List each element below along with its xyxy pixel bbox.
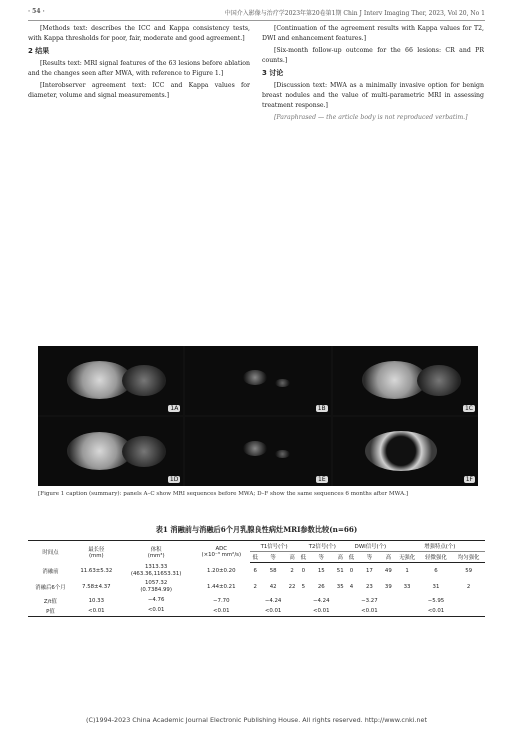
sub-header-equal: 等 bbox=[357, 552, 383, 563]
cell-enh-count: 31 bbox=[432, 584, 440, 591]
cell-t1-count: 2 bbox=[253, 584, 257, 591]
cell-dwi-count bbox=[382, 606, 394, 617]
cell-t2-count: <0.01 bbox=[308, 606, 334, 617]
omission-note: [Paraphrased — the article body is not reproduced verbatim.] bbox=[274, 114, 468, 122]
cell-dwi-count bbox=[346, 596, 356, 606]
panel-label: 1B bbox=[317, 405, 326, 412]
section-heading-results: 2 结果 bbox=[28, 47, 50, 56]
sub-header-high: 高 bbox=[286, 552, 298, 563]
group-header-t1: T1信号(个) bbox=[250, 541, 298, 552]
cell-enh-count: 59 bbox=[465, 568, 473, 575]
cell-enh-count bbox=[452, 596, 485, 606]
cell-t1-count: 6 bbox=[253, 568, 257, 575]
cell-time: Z/t值 bbox=[43, 598, 57, 605]
cell-t1-count: 22 bbox=[288, 584, 296, 591]
panel-label: 1E bbox=[318, 476, 326, 483]
sub-header-high: 高 bbox=[382, 552, 394, 563]
cell-enh-count bbox=[394, 596, 419, 606]
cell-time: P值 bbox=[28, 606, 73, 617]
cell-t2-count bbox=[298, 606, 308, 617]
cell-enh-count: <0.01 bbox=[420, 606, 453, 617]
cell-t2-count: 35 bbox=[336, 584, 344, 591]
cell-time: 消融后6个月 bbox=[35, 585, 66, 592]
figure-panel bbox=[38, 346, 183, 415]
cell-t2-count: 5 bbox=[301, 584, 306, 591]
cell-t2-count: 26 bbox=[317, 584, 325, 591]
mri-parameter-table bbox=[28, 540, 485, 617]
cell-t1-count: −4.24 bbox=[264, 597, 282, 604]
sub-header-uniform: 均匀强化 bbox=[452, 552, 485, 563]
figure-panel bbox=[185, 346, 330, 415]
copyright-footer: (C)1994-2023 China Academic Journal Electronic Publishing House. All rights reserved. http://www.cnki.net bbox=[85, 716, 427, 724]
lesion-shape bbox=[417, 365, 461, 396]
col-header-time: 时间点 bbox=[28, 541, 73, 563]
cell-dwi-count: 39 bbox=[384, 584, 392, 591]
lesion-shape bbox=[122, 436, 166, 467]
cell-time: 消融前 bbox=[42, 568, 59, 575]
results-paragraph: [Results text: MRI signal features of the 63 lesions before ablation and the changes seen after MWA, with reference to Figure 1.] bbox=[28, 60, 250, 77]
cell-enh-count: 6 bbox=[434, 568, 438, 575]
col-header-volume: 体积 (mm³) bbox=[120, 541, 193, 563]
cell-volume: 1313.33 (463.36,11653.31) bbox=[130, 563, 182, 577]
table-title: 表1 消融前与消融后6个月乳腺良性病灶MRI参数比较(n=66) bbox=[155, 525, 358, 534]
cell-t2-count: 15 bbox=[317, 568, 325, 575]
cell-t1-count: 42 bbox=[269, 584, 277, 591]
col-header-diameter: 最长径 (mm) bbox=[73, 541, 120, 563]
cell-adc: 1.44±0.21 bbox=[207, 584, 236, 591]
cell-t1-count bbox=[250, 606, 260, 617]
cell-dwi-count: 0 bbox=[349, 568, 354, 575]
cell-diameter: 10.33 bbox=[88, 597, 105, 604]
figure-panel bbox=[333, 417, 478, 486]
page-number: · 54 · bbox=[28, 8, 45, 15]
cell-dwi-count: −3.27 bbox=[361, 597, 378, 604]
cell-volume: <0.01 bbox=[120, 606, 193, 617]
table-row bbox=[28, 563, 485, 580]
cell-t1-count bbox=[250, 596, 260, 606]
cell-diameter: 11.63±5.32 bbox=[80, 567, 113, 574]
cell-adc: <0.01 bbox=[192, 606, 250, 617]
cell-enh-count: 33 bbox=[403, 584, 411, 591]
figure-panel bbox=[333, 346, 478, 415]
col-header-adc: ADC (×10⁻³ mm²/s) bbox=[192, 541, 250, 563]
lesion-shape bbox=[275, 379, 290, 387]
outcome-paragraph: [Six-month follow-up outcome for the 66 lesions: CR and PR counts.] bbox=[262, 47, 484, 64]
cell-dwi-count: 23 bbox=[365, 584, 373, 591]
cell-t2-count bbox=[334, 596, 346, 606]
cell-enh-count: 1 bbox=[405, 568, 409, 575]
group-header-t2: T2信号(个) bbox=[298, 541, 346, 552]
panel-label: 1D bbox=[169, 476, 179, 483]
running-header bbox=[28, 8, 485, 21]
cell-enh-count: −5.95 bbox=[427, 597, 445, 604]
cell-dwi-count bbox=[382, 596, 394, 606]
section-heading-discussion: 3 讨论 bbox=[262, 69, 284, 78]
sub-header-mild: 轻微强化 bbox=[420, 552, 453, 563]
mri-figure bbox=[38, 346, 478, 486]
figure-panel bbox=[38, 417, 183, 486]
cell-diameter: <0.01 bbox=[73, 606, 120, 617]
left-column bbox=[28, 24, 250, 342]
lesion-shape bbox=[243, 441, 266, 456]
sub-header-equal: 等 bbox=[260, 552, 286, 563]
agreement-paragraph: [Interobserver agreement text: ICC and Kappa values for diameter, volume and signal measurements.] bbox=[28, 82, 250, 99]
figure-panel bbox=[185, 417, 330, 486]
discussion-paragraph: [Discussion text: MWA as a minimally invasive option for benign breast nodules and the value of multi-parametric MRI in assessing treatment response.] bbox=[262, 82, 484, 109]
cell-adc: 1.20±0.20 bbox=[207, 567, 236, 574]
cell-t2-count bbox=[298, 596, 308, 606]
cell-volume: −4.76 bbox=[147, 597, 165, 604]
panel-label: 1A bbox=[170, 405, 179, 412]
cell-dwi-count: 17 bbox=[365, 568, 373, 575]
cell-t2-count bbox=[334, 606, 346, 617]
table-row bbox=[28, 579, 485, 596]
lesion-shape bbox=[122, 365, 166, 396]
cell-adc: −7.70 bbox=[213, 597, 230, 604]
table-row bbox=[28, 606, 485, 617]
panel-label: 1C bbox=[464, 405, 473, 412]
cell-dwi-count: 49 bbox=[384, 568, 392, 575]
cell-t1-count: 2 bbox=[290, 568, 294, 575]
sub-header-none: 无强化 bbox=[394, 552, 419, 563]
cell-dwi-count: <0.01 bbox=[357, 606, 383, 617]
sub-header-low: 低 bbox=[250, 552, 260, 563]
panel-label: 1F bbox=[465, 476, 473, 483]
sub-header-high: 高 bbox=[334, 552, 346, 563]
cell-t2-count: −4.24 bbox=[312, 597, 330, 604]
sub-header-low: 低 bbox=[298, 552, 308, 563]
sub-header-equal: 等 bbox=[308, 552, 334, 563]
right-column bbox=[262, 24, 484, 342]
group-header-enhancement: 增强特点(个) bbox=[394, 541, 485, 552]
lesion-shape bbox=[365, 431, 438, 471]
lesion-shape bbox=[275, 450, 290, 458]
journal-citation: 中国介入影像与治疗学2023年第20卷第1期 Chin J Interv Imaging Ther, 2023, Vol 20, No 1 bbox=[224, 10, 485, 17]
cell-t1-count: 58 bbox=[269, 568, 277, 575]
cell-t2-count: 51 bbox=[336, 568, 344, 575]
cell-t1-count bbox=[286, 606, 298, 617]
cell-diameter: 7.58±4.37 bbox=[82, 584, 111, 591]
figure-caption: [Figure 1 caption (summary): panels A–C show MRI sequences before MWA; D–F show the same sequences 6 months after MWA.] bbox=[38, 491, 409, 497]
cell-t1-count: <0.01 bbox=[260, 606, 286, 617]
sub-header-low: 低 bbox=[346, 552, 356, 563]
cell-enh-count: 2 bbox=[466, 584, 471, 591]
cell-volume: 1057.32 (0.7384.99) bbox=[140, 580, 172, 594]
cell-enh-count bbox=[452, 606, 485, 617]
lesion-shape bbox=[243, 370, 266, 385]
methods-paragraph: [Methods text: describes the ICC and Kappa consistency tests, with Kappa thresholds for poor, fair, moderate and good agreement.] bbox=[28, 25, 250, 42]
group-header-dwi: DWI信号(个) bbox=[346, 541, 394, 552]
agreement-continued-paragraph: [Continuation of the agreement results with Kappa values for T2, DWI and enhancement features.] bbox=[262, 25, 484, 42]
cell-enh-count bbox=[394, 606, 419, 617]
cell-dwi-count bbox=[346, 606, 356, 617]
cell-t2-count: 0 bbox=[301, 568, 306, 575]
cell-dwi-count: 4 bbox=[349, 584, 354, 591]
cell-t1-count bbox=[286, 596, 298, 606]
table-row bbox=[28, 596, 485, 606]
